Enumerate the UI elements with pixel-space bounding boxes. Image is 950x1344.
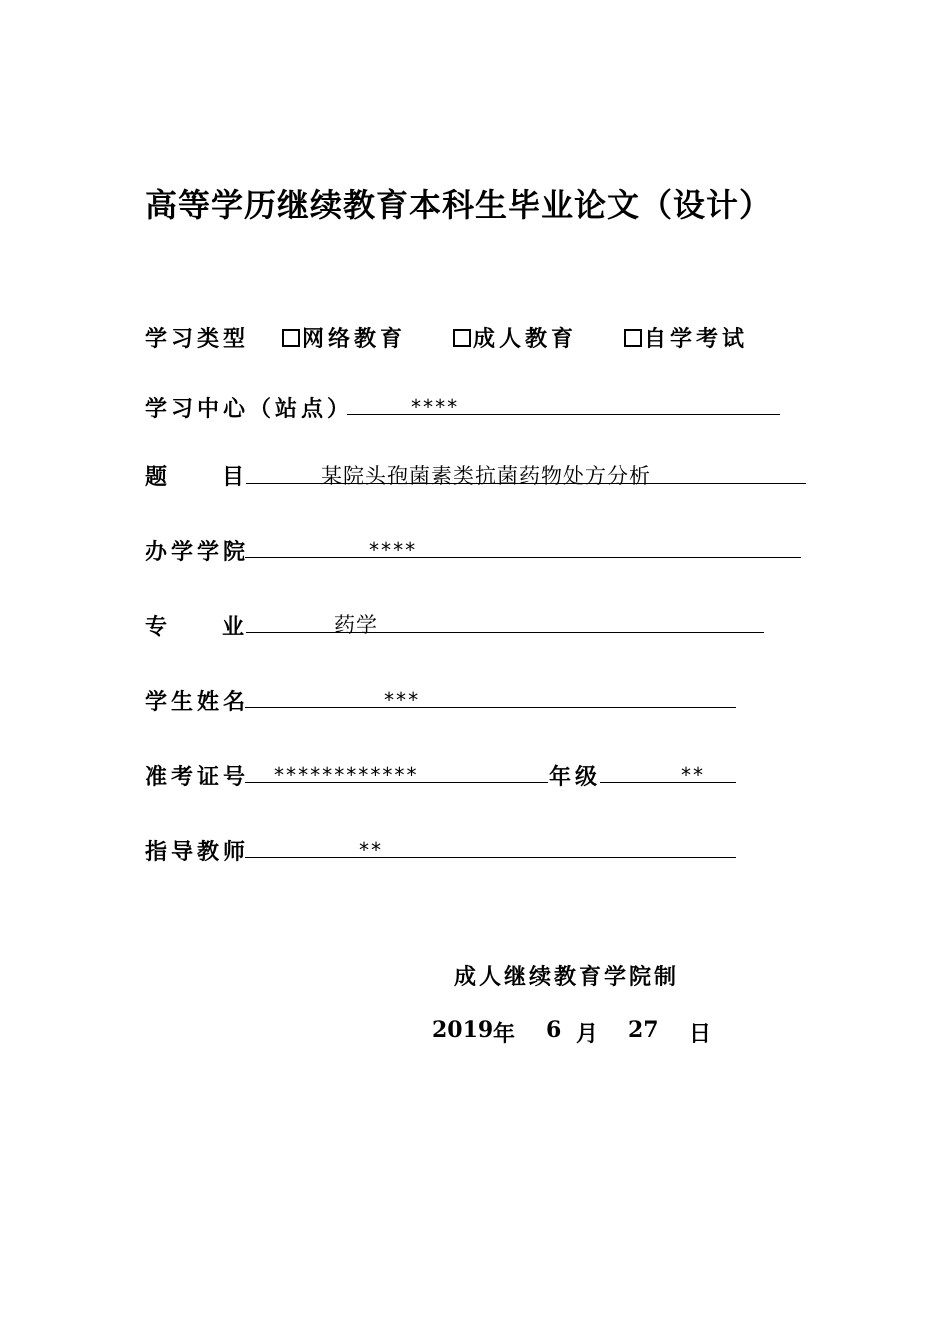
date-month: 6	[546, 1017, 562, 1043]
option-adult[interactable]	[453, 322, 577, 353]
checkbox-icon[interactable]	[282, 329, 300, 347]
option-self-study[interactable]	[624, 322, 748, 353]
major-label-2: 业	[222, 614, 249, 640]
school-underline	[245, 557, 801, 558]
center-label: 学习中心（站点）	[145, 396, 354, 422]
option-online[interactable]	[282, 322, 406, 353]
option-self-study-label: 自学考试	[644, 326, 749, 352]
advisor-value: **	[358, 838, 383, 862]
student-label: 学生姓名	[145, 689, 250, 715]
student-underline	[245, 707, 736, 708]
date-month-unit: 月	[576, 1021, 599, 1047]
center-value: ****	[410, 395, 459, 419]
school-value: ****	[368, 538, 417, 562]
major-underline	[246, 632, 764, 633]
topic-label-2: 目	[222, 464, 249, 490]
page-title: 高等学历继续教育本科生毕业论文（设计）	[145, 186, 773, 224]
advisor-underline	[245, 857, 736, 858]
grade-label: 年级	[549, 764, 602, 790]
school-label: 办学学院	[145, 539, 250, 565]
checkbox-icon[interactable]	[453, 329, 471, 347]
exam-label: 准考证号	[145, 764, 250, 790]
institution-line: 成人继续教育学院制	[454, 964, 680, 990]
major-value: 药学	[334, 613, 378, 637]
advisor-label: 指导教师	[145, 839, 250, 865]
major-label-1: 专	[145, 614, 172, 640]
date-day: 27	[628, 1017, 659, 1043]
study-type-label: 学习类型	[145, 326, 250, 352]
option-adult-label: 成人教育	[473, 326, 578, 352]
student-value: ***	[383, 688, 420, 712]
date-day-unit: 日	[689, 1021, 712, 1047]
option-online-label: 网络教育	[302, 326, 407, 352]
checkbox-icon[interactable]	[624, 329, 642, 347]
topic-label-1: 题	[145, 464, 172, 490]
exam-value: ************	[273, 763, 418, 787]
grade-value: **	[680, 763, 705, 787]
grade-underline	[600, 782, 736, 783]
date-year: 2019	[432, 1017, 494, 1043]
date-year-unit: 年	[493, 1021, 516, 1047]
topic-value: 某院头孢菌素类抗菌药物处方分析	[321, 464, 651, 488]
